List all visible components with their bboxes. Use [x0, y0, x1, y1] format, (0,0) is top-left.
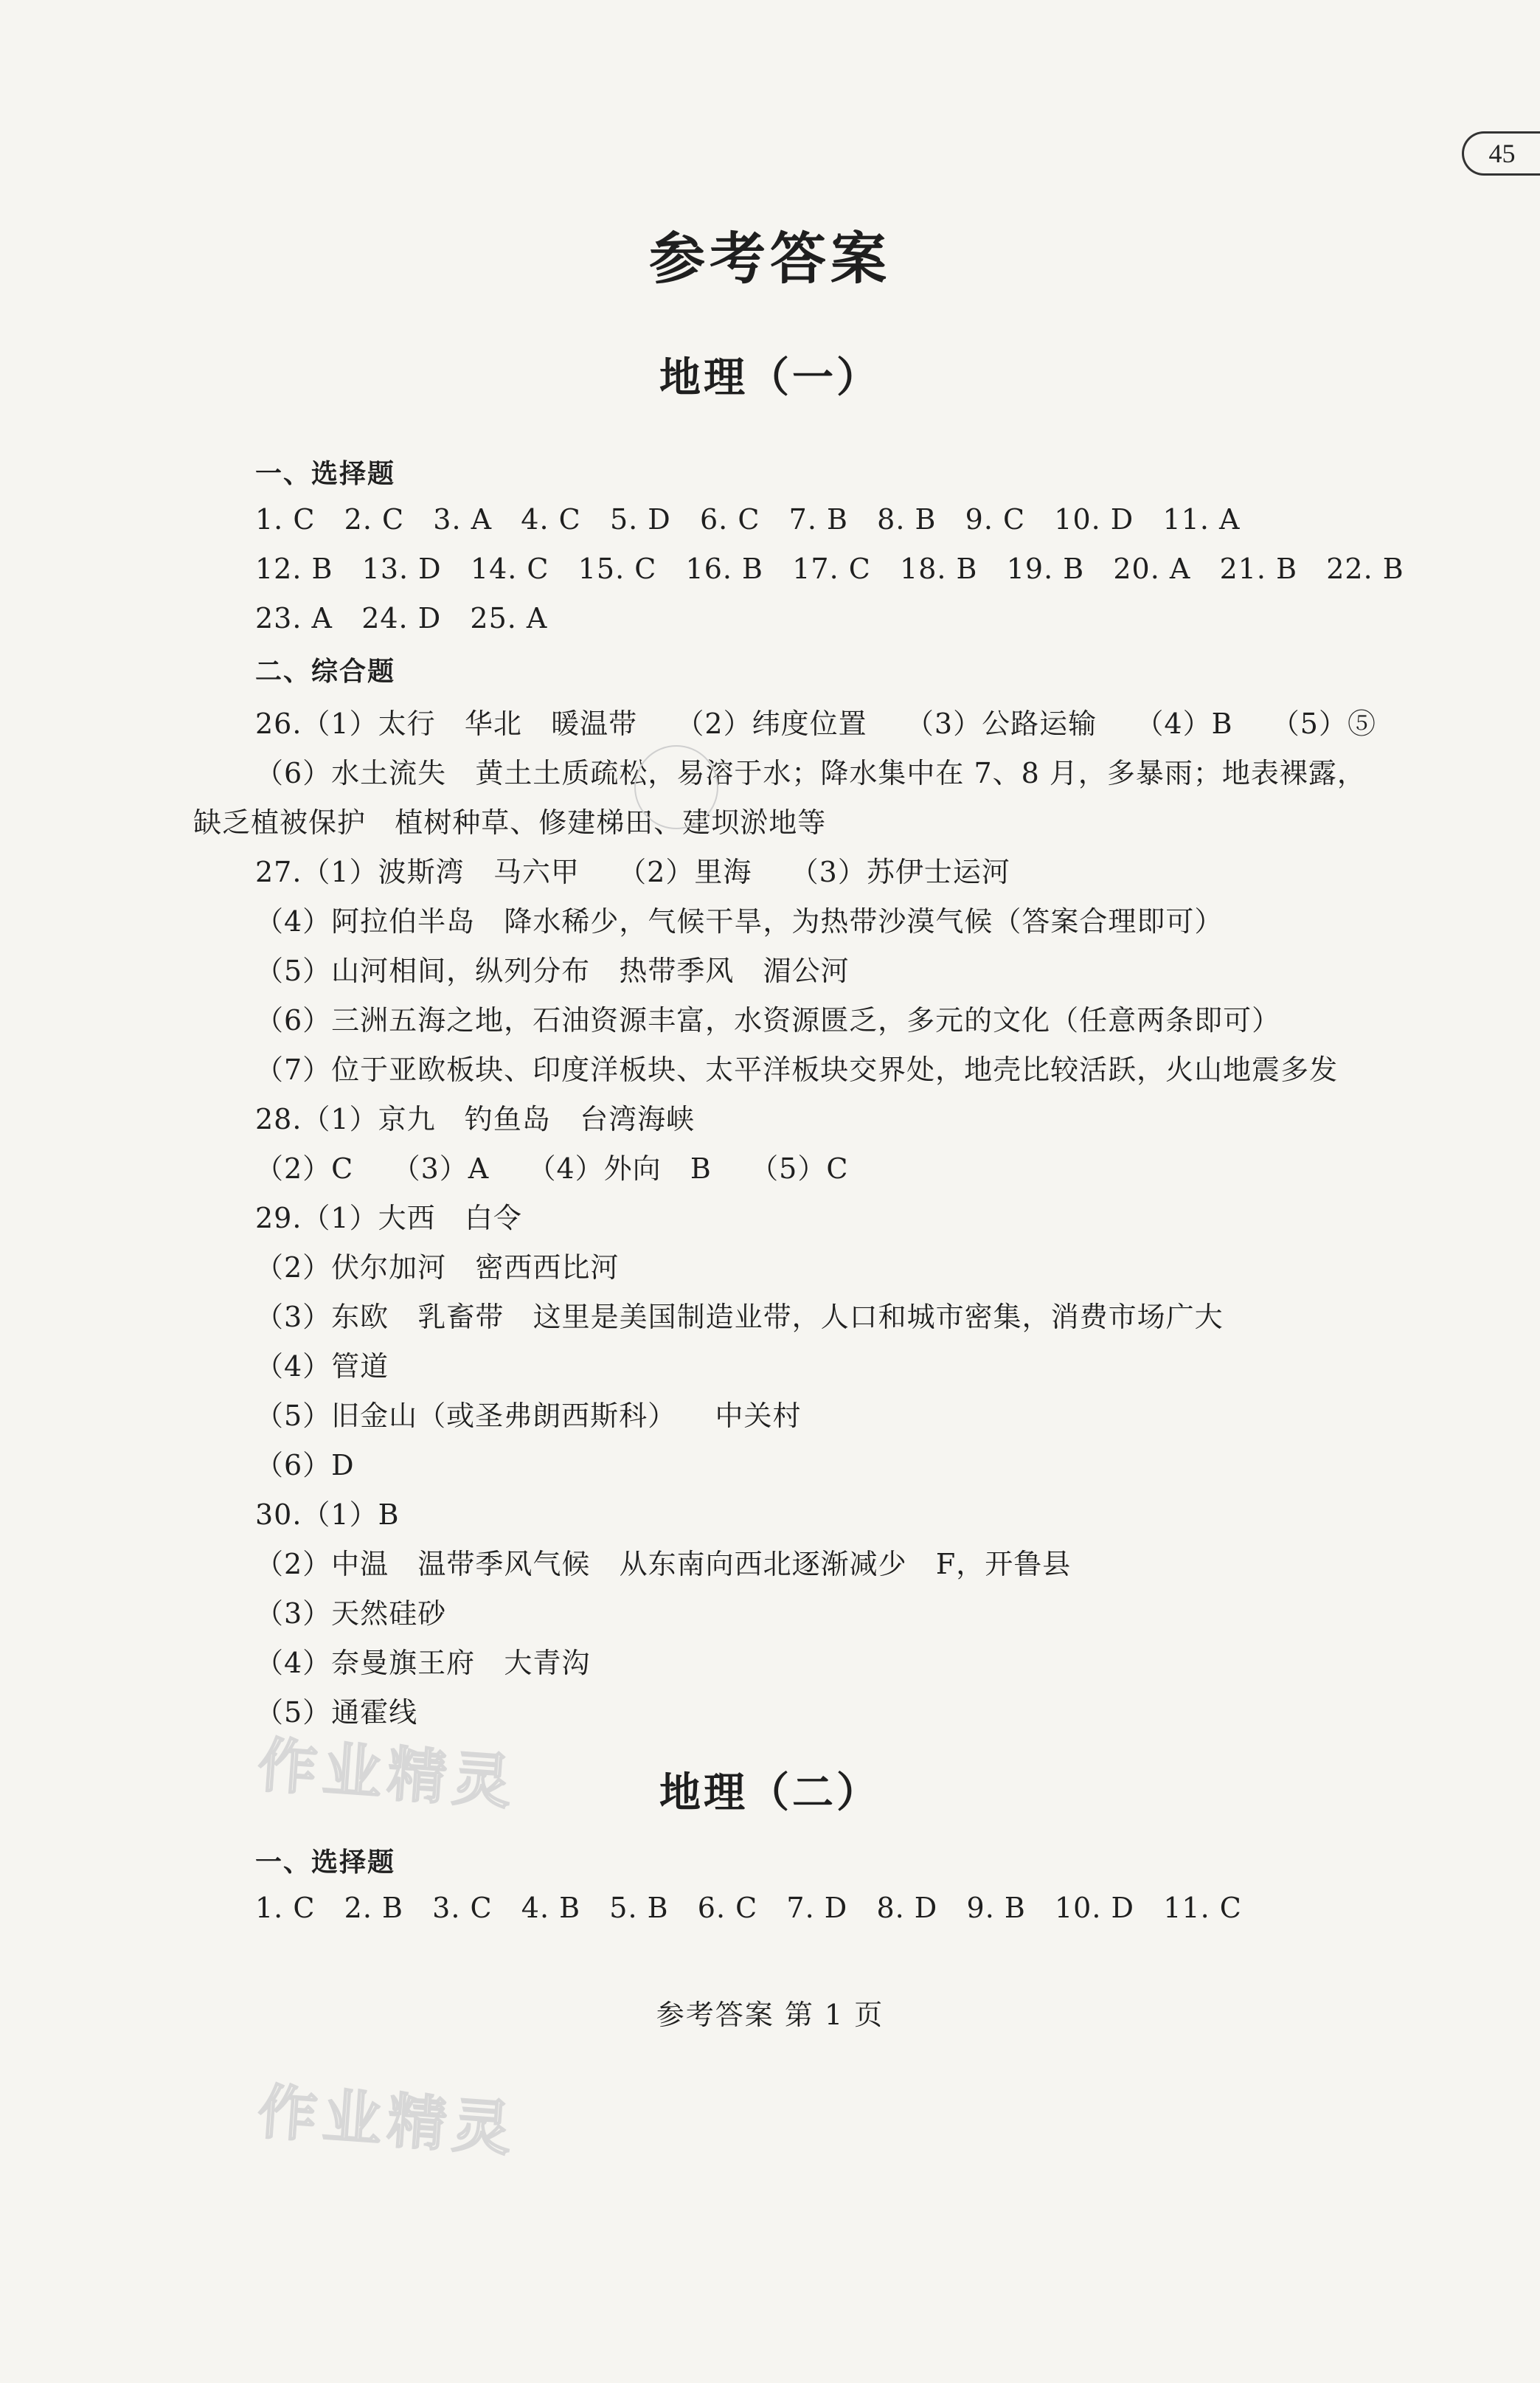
section-2-choice-heading: 一、选择题: [255, 1847, 396, 1878]
section-1-title: 地理（一）: [659, 353, 881, 402]
answer-line: 28.（1）京九 钓鱼岛 台湾海峡: [255, 1103, 696, 1135]
answer-line: （7）位于亚欧板块、印度洋板块、太平洋板块交界处，地壳比较活跃，火山地震多发: [255, 1054, 1339, 1086]
answer-line: （6）三洲五海之地，石油资源丰富，水资源匮乏，多元的文化（任意两条即可）: [255, 1004, 1281, 1037]
section-2-title: 地理（二）: [659, 1768, 881, 1817]
answer-line: （5）旧金山（或圣弗朗西斯科） 中关村: [255, 1400, 802, 1432]
section-1-choice-heading: 一、选择题: [255, 459, 396, 489]
answer-line: （2）伏尔加河 密西西比河: [255, 1251, 620, 1284]
answer-line: （4）管道: [255, 1350, 389, 1383]
answer-line: （6）水土流失 黄土土质疏松，易溶于水；降水集中在 7、8 月，多暴雨；地表裸露，: [255, 757, 1366, 789]
answer-line: （3）东欧 乳畜带 这里是美国制造业带，人口和城市密集，消费市场广大: [255, 1301, 1224, 1333]
answer-line: 1. C 2. C 3. A 4. C 5. D 6. C 7. B 8. B 9. C 10. D 11. A: [255, 503, 1241, 536]
page-number: 45: [1488, 139, 1516, 168]
answer-line: （4）阿拉伯半岛 降水稀少，气候干旱，为热带沙漠气候（答案合理即可）: [255, 905, 1224, 938]
answer-line: 缺乏植被保护 植树种草、修建梯田、建坝淤地等: [193, 806, 827, 839]
answer-line: （6）D: [255, 1449, 355, 1481]
page-number-badge: [1462, 131, 1540, 176]
answer-line: 23. A 24. D 25. A: [255, 602, 548, 634]
page-footer: 参考答案 第 1 页: [656, 1999, 884, 2031]
answer-line: （2）中温 温带季风气候 从东南向西北逐渐减少 F，开鲁县: [255, 1548, 1072, 1580]
answer-line: （2）C （3）A （4）外向 B （5）C: [255, 1152, 849, 1185]
answer-line: 26.（1）太行 华北 暖温带 （2）纬度位置 （3）公路运输 （4）B （5）⑤: [255, 708, 1376, 740]
answer-line: 29.（1）大西 白令: [255, 1202, 522, 1234]
answer-line: （4）奈曼旗王府 大青沟: [255, 1647, 591, 1679]
answer-line: 12. B 13. D 14. C 15. C 16. B 17. C 18. B 19. B 20. A 21. B 22. B: [255, 553, 1404, 585]
watermark: 作业精灵: [255, 1730, 520, 1818]
watermark: 作业精灵: [255, 2077, 520, 2165]
section-1-comprehensive-heading: 二、综合题: [255, 657, 396, 687]
answer-line: 30.（1）B: [255, 1498, 400, 1531]
answer-line: 27.（1）波斯湾 马六甲 （2）里海 （3）苏伊士运河: [255, 856, 1010, 888]
answer-line: （5）通霍线: [255, 1696, 418, 1729]
answer-line: （3）天然硅砂: [255, 1597, 447, 1630]
answer-line: （5）山河相间，纵列分布 热带季风 湄公河: [255, 955, 850, 987]
answer-line: 1. C 2. B 3. C 4. B 5. B 6. C 7. D 8. D 9. B 10. D 11. C: [255, 1892, 1242, 1924]
page-title: 参考答案: [649, 226, 891, 291]
watermark-seal: [634, 745, 718, 829]
